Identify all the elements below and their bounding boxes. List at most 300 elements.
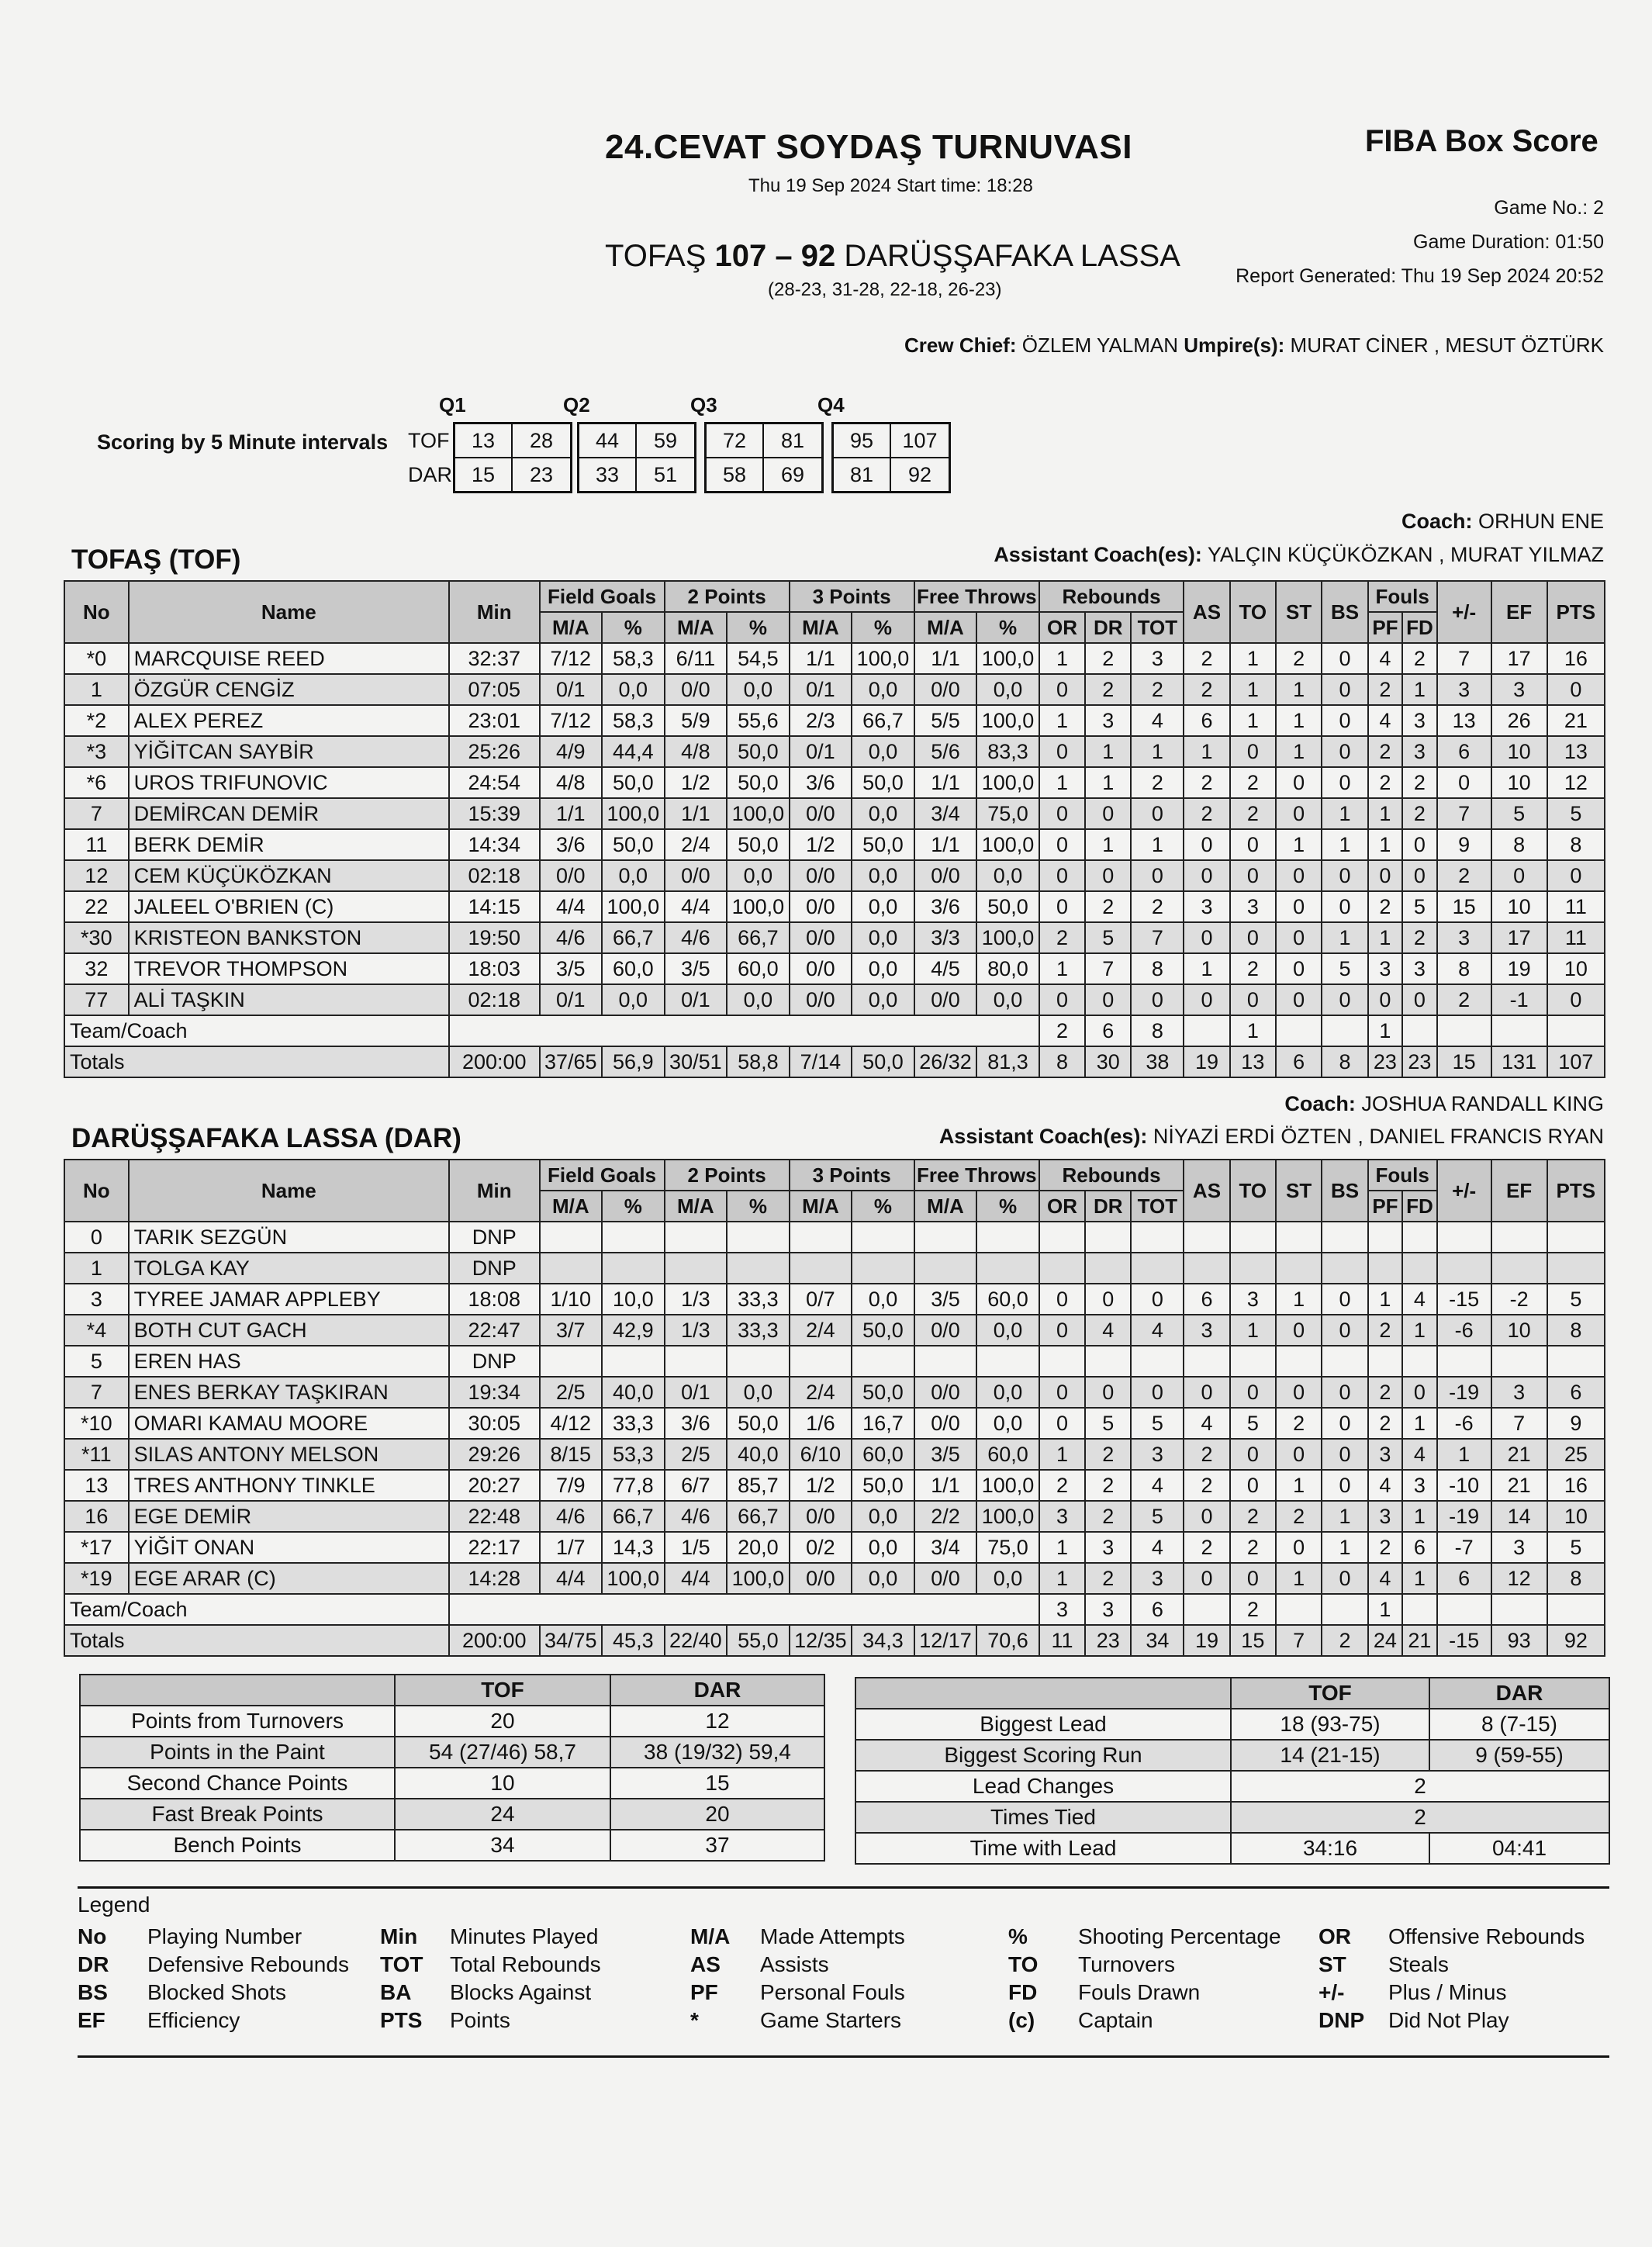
stat-cell: 6 <box>1184 1284 1229 1315</box>
legend-abbrev: FD <box>1008 1980 1038 2004</box>
legend-meaning: Shooting Percentage <box>1078 1924 1281 1948</box>
stat-cell: 24:54 <box>449 767 540 798</box>
stat-cell: 2 <box>1402 767 1437 798</box>
stat-cell: 1 <box>1039 1532 1085 1563</box>
quarter-label: Q4 <box>817 393 845 417</box>
stat-cell: 6 <box>1131 1594 1184 1625</box>
legend-meaning: Plus / Minus <box>1388 1980 1507 2004</box>
team-stat-row <box>80 1737 824 1768</box>
stat-cell: 0 <box>1039 860 1085 891</box>
stat-cell: 100,0 <box>976 767 1039 798</box>
stat-cell: 55,6 <box>727 705 790 736</box>
stat-cell: 2 <box>1085 674 1131 705</box>
legend-meaning: Captain <box>1078 2008 1153 2032</box>
stat-cell: 1 <box>1276 674 1322 705</box>
stat-cell: 2 <box>1368 1377 1403 1408</box>
stat-cell: 13 <box>1230 1046 1276 1077</box>
stat-cell: 0 <box>1184 860 1229 891</box>
stat-cell: 1 <box>1368 1594 1403 1625</box>
empty-cell <box>1491 1594 1547 1625</box>
team-stat-value: 8 (7-15) <box>1429 1709 1609 1740</box>
stat-cell: 11 <box>1039 1625 1085 1656</box>
player-row <box>64 1253 1605 1284</box>
game-duration: Game Duration: 01:50 <box>1413 231 1604 253</box>
stat-cell: 81,3 <box>976 1046 1039 1077</box>
col-min: Min <box>449 1160 540 1222</box>
stat-cell: 200:00 <box>449 1046 540 1077</box>
col-3-points: 3 Points <box>790 1160 914 1191</box>
stat-cell <box>976 1253 1039 1284</box>
stat-cell: 50,0 <box>852 1315 914 1346</box>
stat-cell: 100,0 <box>727 798 790 829</box>
stat-cell: 2 <box>1368 891 1403 922</box>
crew-chief: ÖZLEM YALMAN <box>1021 334 1179 357</box>
stat-cell: 23:01 <box>449 705 540 736</box>
stat-cell: 10 <box>1547 953 1605 984</box>
tof-assistant-coaches <box>994 543 1604 567</box>
stat-cell: 12 <box>1491 1563 1547 1594</box>
stat-cell: 4 <box>1131 1470 1184 1501</box>
totals-label: Totals <box>64 1625 449 1656</box>
interval-score: 58 <box>707 458 764 491</box>
stat-cell: 131 <box>1491 1046 1547 1077</box>
col-ma: M/A <box>665 612 728 643</box>
stat-cell: 0,0 <box>976 860 1039 891</box>
stat-cell <box>1547 1253 1605 1284</box>
stat-cell <box>1131 1253 1184 1284</box>
stat-cell: 60,0 <box>976 1284 1039 1315</box>
stat-cell: 12 <box>64 860 129 891</box>
stat-cell: 3 <box>1437 674 1491 705</box>
stat-cell: 1 <box>1184 736 1229 767</box>
stat-cell: -7 <box>1437 1532 1491 1563</box>
stat-cell: 1/1 <box>790 643 852 674</box>
stat-cell: 1/2 <box>790 829 852 860</box>
stat-cell: 8/15 <box>540 1439 603 1470</box>
stat-cell: 22 <box>64 891 129 922</box>
stat-cell <box>1491 1346 1547 1377</box>
stat-cell: 1 <box>1230 1015 1276 1046</box>
stat-cell: 80,0 <box>976 953 1039 984</box>
home-team: TOFAŞ <box>605 239 707 273</box>
empty-cell <box>1276 1015 1322 1046</box>
stat-cell: 0 <box>1230 736 1276 767</box>
stat-cell: 3 <box>1402 736 1437 767</box>
stat-cell: 0 <box>1230 1563 1276 1594</box>
stat-cell: 1 <box>1230 674 1276 705</box>
stat-cell <box>665 1253 728 1284</box>
stat-cell: -6 <box>1437 1315 1491 1346</box>
stat-cell: 66,7 <box>852 705 914 736</box>
interval-box-q2 <box>577 422 696 493</box>
umpires: MURAT CİNER , MESUT ÖZTÜRK <box>1290 334 1604 357</box>
stat-cell: 33,3 <box>727 1284 790 1315</box>
stat-cell: 0,0 <box>852 860 914 891</box>
legend-title: Legend <box>78 1893 150 1917</box>
stat-cell: 34,3 <box>852 1625 914 1656</box>
stat-cell <box>1437 1346 1491 1377</box>
dar-box-score-table <box>64 1159 1605 1657</box>
stat-cell: 11 <box>1547 891 1605 922</box>
team-stat-row <box>80 1706 824 1737</box>
col-rebounds: Rebounds <box>1039 581 1184 612</box>
stat-cell: 15:39 <box>449 798 540 829</box>
player-row <box>64 1439 1605 1470</box>
stat-cell: 11 <box>64 829 129 860</box>
stat-cell: 0 <box>1276 1439 1322 1470</box>
player-name: ALİ TAŞKIN <box>129 984 449 1015</box>
stat-cell: 0 <box>1322 1563 1367 1594</box>
empty-cell <box>1491 1015 1547 1046</box>
team-stat-value: 54 (27/46) 58,7 <box>395 1737 610 1768</box>
player-row <box>64 798 1605 829</box>
col-pts: PTS <box>1547 1160 1605 1222</box>
stat-cell <box>1184 1222 1229 1253</box>
stat-cell: 1 <box>1276 736 1322 767</box>
col-field-goals: Field Goals <box>540 1160 665 1191</box>
col-dr: DR <box>1085 612 1131 643</box>
stat-cell: 3/5 <box>914 1284 977 1315</box>
stat-cell: 10 <box>1491 736 1547 767</box>
stat-cell <box>540 1346 603 1377</box>
stat-cell: 3 <box>1402 953 1437 984</box>
stat-cell: 2 <box>1230 1501 1276 1532</box>
stat-cell: 4 <box>1131 1532 1184 1563</box>
stat-cell: 0/0 <box>790 953 852 984</box>
stat-cell: 7 <box>1437 643 1491 674</box>
crew-chief-label: Crew Chief: <box>904 334 1017 357</box>
stat-cell: 0 <box>1131 984 1184 1015</box>
team-stat-row <box>855 1771 1609 1802</box>
stat-cell <box>1491 1253 1547 1284</box>
legend-abbrev: No <box>78 1924 107 1948</box>
stat-cell: 22:17 <box>449 1532 540 1563</box>
stat-cell: 15 <box>1230 1625 1276 1656</box>
stat-cell: 16 <box>1547 643 1605 674</box>
stat-cell: -10 <box>1437 1470 1491 1501</box>
stat-cell <box>790 1222 852 1253</box>
stat-cell <box>1131 1346 1184 1377</box>
stat-cell: 1 <box>1402 1501 1437 1532</box>
stat-cell: 4/6 <box>540 922 603 953</box>
stat-cell: 8 <box>1547 829 1605 860</box>
stat-cell: 3 <box>1131 1563 1184 1594</box>
stat-cell: 7 <box>1491 1408 1547 1439</box>
col-pf: PF <box>1368 1191 1403 1222</box>
tof-coach <box>1401 510 1604 534</box>
stat-cell: 33,3 <box>602 1408 665 1439</box>
empty-cell <box>1402 1594 1437 1625</box>
interval-score: 15 <box>455 458 513 491</box>
player-name: OMARI KAMAU MOORE <box>129 1408 449 1439</box>
stat-cell: 0 <box>1184 984 1229 1015</box>
dar-team-name: DARÜŞŞAFAKA LASSA (DAR) <box>71 1123 461 1153</box>
stat-cell: 8 <box>1437 953 1491 984</box>
stat-cell: 22/40 <box>665 1625 728 1656</box>
fiba-box-score-label: FIBA Box Score <box>1365 124 1598 158</box>
stat-cell: 13 <box>1547 736 1605 767</box>
player-name: BOTH CUT GACH <box>129 1315 449 1346</box>
col-pct: % <box>852 1191 914 1222</box>
col-dr: DR <box>1085 1191 1131 1222</box>
col-2-points: 2 Points <box>665 581 790 612</box>
stat-cell: 25 <box>1547 1439 1605 1470</box>
stat-cell: 0,0 <box>852 922 914 953</box>
stat-cell: 50,0 <box>852 829 914 860</box>
stat-cell: 1 <box>1039 643 1085 674</box>
stat-cell: 23 <box>1368 1046 1403 1077</box>
stat-cell: *4 <box>64 1315 129 1346</box>
stat-cell: DNP <box>449 1253 540 1284</box>
stat-cell: 5 <box>1085 922 1131 953</box>
stat-cell: 2 <box>1085 643 1131 674</box>
player-name: KRISTEON BANKSTON <box>129 922 449 953</box>
empty-cell <box>1322 1594 1367 1625</box>
col-st: ST <box>1276 1160 1322 1222</box>
team-stat-label: Biggest Scoring Run <box>855 1740 1231 1771</box>
stat-cell: 2/4 <box>790 1377 852 1408</box>
team-stat-value: 20 <box>610 1799 824 1830</box>
stat-cell: 4 <box>1184 1408 1229 1439</box>
stat-cell: 14 <box>1491 1501 1547 1532</box>
stat-cell: 1 <box>1368 1015 1403 1046</box>
stat-cell: 2/4 <box>665 829 728 860</box>
stat-cell: 4/6 <box>665 1501 728 1532</box>
stat-cell: 1 <box>1402 674 1437 705</box>
stat-cell: 6/11 <box>665 643 728 674</box>
stat-cell: -1 <box>1491 984 1547 1015</box>
report-title: 24.CEVAT SOYDAŞ TURNUVASI <box>605 128 1132 166</box>
stat-cell: 42,9 <box>602 1315 665 1346</box>
stat-cell: 0/0 <box>914 674 977 705</box>
stat-cell: 0,0 <box>976 1408 1039 1439</box>
player-name: UROS TRIFUNOVIC <box>129 767 449 798</box>
stat-cell: 0 <box>1322 1377 1367 1408</box>
col-fd: FD <box>1402 1191 1437 1222</box>
stat-cell: 0 <box>1085 984 1131 1015</box>
stat-cell: 58,8 <box>727 1046 790 1077</box>
team-stat-row <box>80 1799 824 1830</box>
stat-cell: 3 <box>1368 1439 1403 1470</box>
stat-cell <box>1547 1346 1605 1377</box>
totals-row <box>64 1625 1605 1656</box>
stat-cell: 2 <box>1437 984 1491 1015</box>
stat-cell: 1 <box>1368 1284 1403 1315</box>
col-or: OR <box>1039 1191 1085 1222</box>
coach-name: JOSHUA RANDALL KING <box>1361 1092 1604 1115</box>
legend-abbrev: +/- <box>1318 1980 1345 2004</box>
stat-cell: 0 <box>1085 1377 1131 1408</box>
stat-cell <box>1039 1222 1085 1253</box>
stat-cell: 0 <box>1276 860 1322 891</box>
stat-cell: 0,0 <box>976 1315 1039 1346</box>
stat-cell: 6 <box>1085 1015 1131 1046</box>
stat-cell: 3 <box>1230 891 1276 922</box>
stat-cell <box>1437 1222 1491 1253</box>
legend-meaning: Minutes Played <box>450 1924 599 1948</box>
stat-cell: 2 <box>1085 891 1131 922</box>
stat-cell: 5 <box>64 1346 129 1377</box>
stat-cell: 1/3 <box>665 1315 728 1346</box>
stat-cell: 0 <box>1230 1439 1276 1470</box>
stat-cell: 0/0 <box>790 984 852 1015</box>
stat-cell: 3 <box>1131 1439 1184 1470</box>
stat-cell: 9 <box>1547 1408 1605 1439</box>
stat-cell: 0 <box>1230 984 1276 1015</box>
stat-cell <box>1039 1253 1085 1284</box>
stat-cell: 7/12 <box>540 643 603 674</box>
stat-cell: 0 <box>1230 922 1276 953</box>
legend-meaning: Fouls Drawn <box>1078 1980 1201 2004</box>
stat-cell: 22:48 <box>449 1501 540 1532</box>
team-stats-right-table <box>855 1677 1610 1865</box>
stat-cell: 2 <box>1184 1439 1229 1470</box>
stats-header <box>80 1675 395 1706</box>
stat-cell: *2 <box>64 705 129 736</box>
stat-cell: 7 <box>1131 922 1184 953</box>
player-name: TYREE JAMAR APPLEBY <box>129 1284 449 1315</box>
player-name: JALEEL O'BRIEN (C) <box>129 891 449 922</box>
stat-cell: 18:08 <box>449 1284 540 1315</box>
stat-cell: -15 <box>1437 1284 1491 1315</box>
stat-cell: *3 <box>64 736 129 767</box>
stat-cell: 1 <box>1322 829 1367 860</box>
stat-cell: 1/1 <box>540 798 603 829</box>
stat-cell: 5 <box>1402 891 1437 922</box>
col-no: No <box>64 581 129 643</box>
col-ma: M/A <box>665 1191 728 1222</box>
stat-cell: 0 <box>1322 643 1367 674</box>
player-row <box>64 829 1605 860</box>
stat-cell: 33,3 <box>727 1315 790 1346</box>
stat-cell: 2 <box>1085 1563 1131 1594</box>
stat-cell: 2 <box>1039 1015 1085 1046</box>
stat-cell: 0,0 <box>602 860 665 891</box>
team-stat-row <box>80 1830 824 1861</box>
stat-cell: 0,0 <box>852 736 914 767</box>
stat-cell: 4 <box>1368 1563 1403 1594</box>
col-free-throws: Free Throws <box>914 581 1039 612</box>
stat-cell: 0 <box>1184 1377 1229 1408</box>
stat-cell: 58,3 <box>602 705 665 736</box>
stat-cell <box>727 1253 790 1284</box>
stat-cell: 20:27 <box>449 1470 540 1501</box>
stat-cell <box>1131 1222 1184 1253</box>
stat-cell: 0 <box>1322 1439 1367 1470</box>
stats-header: TOF <box>1231 1678 1429 1709</box>
legend-meaning: Assists <box>760 1952 829 1976</box>
player-name: TOLGA KAY <box>129 1253 449 1284</box>
legend-meaning: Made Attempts <box>760 1924 905 1948</box>
legend-meaning: Personal Fouls <box>760 1980 905 2004</box>
team-stat-value: 34:16 <box>1231 1833 1429 1864</box>
team-stat-value: 04:41 <box>1429 1833 1609 1864</box>
stat-cell: 0/0 <box>665 860 728 891</box>
stat-cell: 0 <box>1322 984 1367 1015</box>
stat-cell: 1 <box>64 1253 129 1284</box>
stat-cell: *17 <box>64 1532 129 1563</box>
col-ma: M/A <box>790 612 852 643</box>
stat-cell: 4 <box>1402 1284 1437 1315</box>
stat-cell: 0,0 <box>852 1284 914 1315</box>
stat-cell: 8 <box>1491 829 1547 860</box>
stat-cell: 0 <box>1276 953 1322 984</box>
stat-cell: 8 <box>1039 1046 1085 1077</box>
stat-cell: 4/4 <box>665 891 728 922</box>
stat-cell: 4/4 <box>665 1563 728 1594</box>
player-row <box>64 1284 1605 1315</box>
stat-cell <box>1322 1253 1367 1284</box>
stat-cell: 0,0 <box>727 984 790 1015</box>
quarter-label: Q2 <box>563 393 590 417</box>
stat-cell <box>540 1253 603 1284</box>
stat-cell: 107 <box>1547 1046 1605 1077</box>
stat-cell: 0,0 <box>852 984 914 1015</box>
stat-cell: 19 <box>1184 1046 1229 1077</box>
stat-cell: 1 <box>1230 643 1276 674</box>
stat-cell: 0,0 <box>852 674 914 705</box>
stat-cell: 1/6 <box>790 1408 852 1439</box>
stat-cell: 2 <box>1437 860 1491 891</box>
stat-cell: 02:18 <box>449 860 540 891</box>
stat-cell: 0 <box>1039 1377 1085 1408</box>
stat-cell: 0 <box>1085 1284 1131 1315</box>
stat-cell: *0 <box>64 643 129 674</box>
stat-cell: 0 <box>1491 860 1547 891</box>
stat-cell: 0/0 <box>790 891 852 922</box>
stat-cell: 0 <box>1131 1377 1184 1408</box>
stat-cell: 32:37 <box>449 643 540 674</box>
stat-cell: 5/5 <box>914 705 977 736</box>
stat-cell: 0 <box>1276 922 1322 953</box>
stat-cell: 100,0 <box>976 1501 1039 1532</box>
legend-meaning: Blocks Against <box>450 1980 592 2004</box>
stat-cell: 16 <box>64 1501 129 1532</box>
stat-cell: 6 <box>1437 736 1491 767</box>
stat-cell: 2 <box>1184 767 1229 798</box>
stat-cell <box>1547 1222 1605 1253</box>
stat-cell: 92 <box>1547 1625 1605 1656</box>
stat-cell: 30:05 <box>449 1408 540 1439</box>
stat-cell: 1/1 <box>914 767 977 798</box>
stat-cell <box>1402 1253 1437 1284</box>
stat-cell: 30/51 <box>665 1046 728 1077</box>
game-meta <box>1236 191 1604 293</box>
stat-cell: 0/1 <box>665 1377 728 1408</box>
stat-cell: 2 <box>1184 798 1229 829</box>
player-row <box>64 1501 1605 1532</box>
stat-cell: -15 <box>1437 1625 1491 1656</box>
stat-cell: 0 <box>1322 860 1367 891</box>
stat-cell: 5 <box>1491 798 1547 829</box>
stat-cell: 7 <box>64 798 129 829</box>
player-name: TRES ANTHONY TINKLE <box>129 1470 449 1501</box>
stat-cell: 0/0 <box>790 798 852 829</box>
stat-cell: 0 <box>1184 1563 1229 1594</box>
stat-cell <box>1039 1346 1085 1377</box>
report-generated: Report Generated: Thu 19 Sep 2024 20:52 <box>1236 265 1604 287</box>
stat-cell: 3/6 <box>790 767 852 798</box>
col-free-throws: Free Throws <box>914 1160 1039 1191</box>
team-stat-label: Points from Turnovers <box>80 1706 395 1737</box>
stat-cell: *10 <box>64 1408 129 1439</box>
stat-cell: 1/7 <box>540 1532 603 1563</box>
player-name: EREN HAS <box>129 1346 449 1377</box>
stat-cell: 3 <box>1437 922 1491 953</box>
stat-cell: 0/1 <box>790 674 852 705</box>
stat-cell: 12/17 <box>914 1625 977 1656</box>
stat-cell: 77 <box>64 984 129 1015</box>
